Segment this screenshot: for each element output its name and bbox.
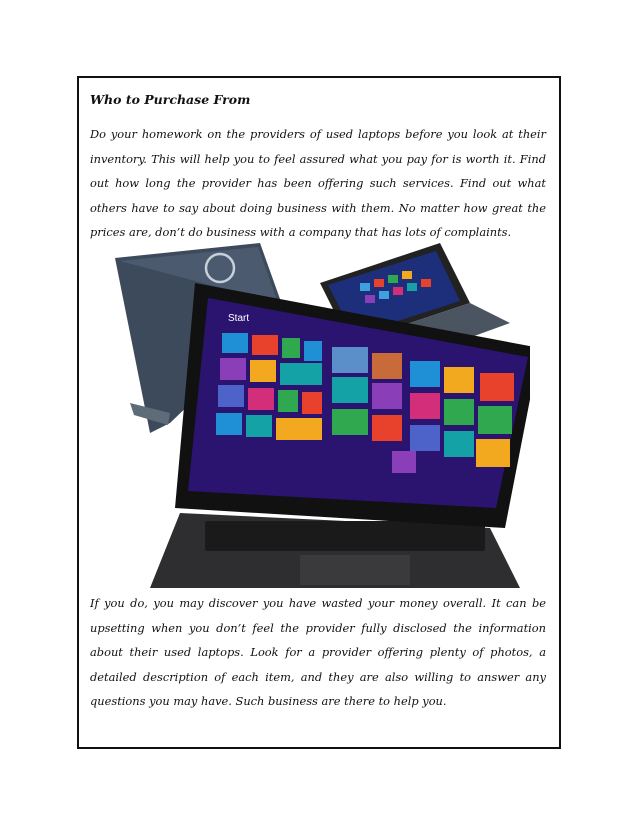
- paragraph-intro: Do your homework on the providers of used laptops before you look at their inventory. This will help you to feel assured what you pay for is worth it. Find out how long the provider has been offering such services. Find out what others have to say about doing business with them. No matter how great the prices are, don’t do business with a company that has lots of complaints.: [90, 127, 546, 240]
- section-heading: Who to Purchase From: [90, 92, 251, 107]
- keyboard: [205, 521, 485, 551]
- laptops-illustration: [110, 243, 530, 588]
- start-screen-label: Start: [228, 313, 250, 324]
- paragraph-followup: If you do, you may discover you have wasted your money overall. It can be upsetting when you don’t feel the provider fully disclosed the information about their used laptops. Look for a provider offering plenty of photos, a detailed description of each item, and they are also willing to answer any questions you may have. Such business are there to help you.: [90, 596, 546, 709]
- trackpad: [300, 555, 410, 585]
